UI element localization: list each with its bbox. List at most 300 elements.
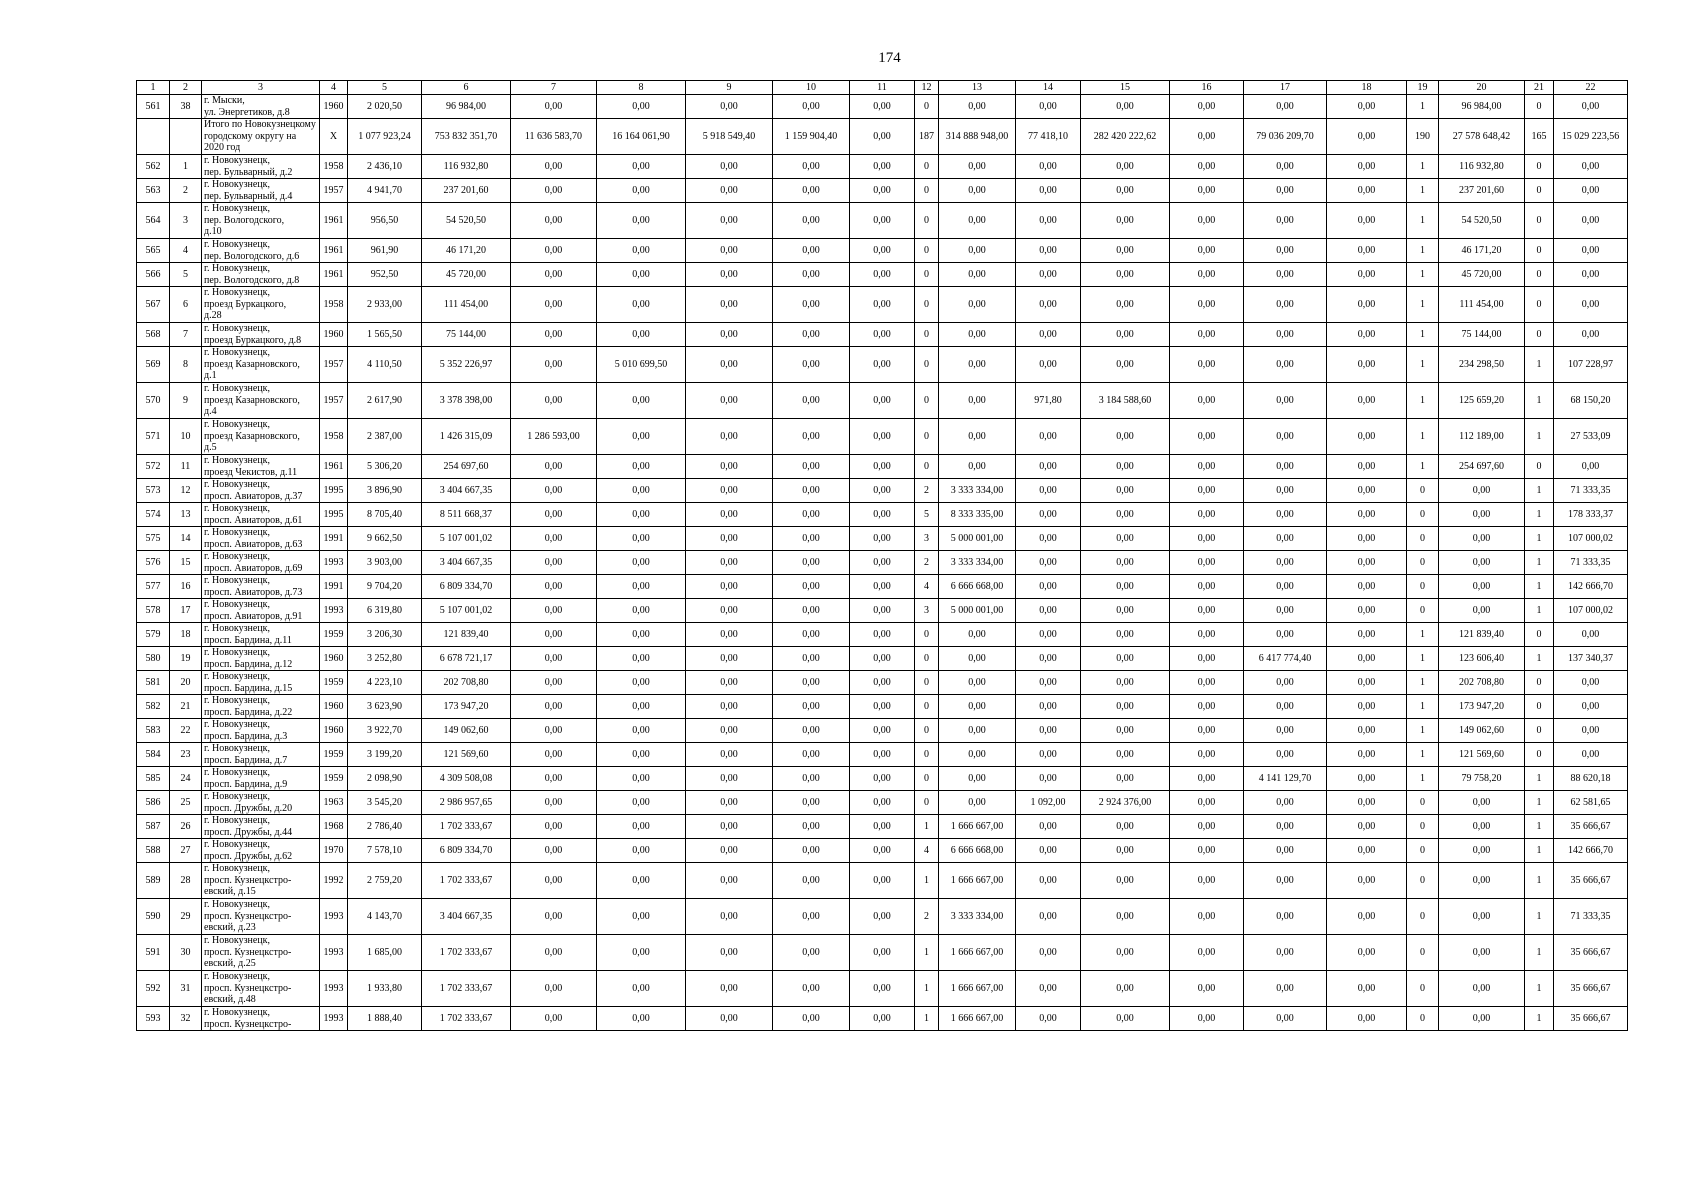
table-cell: 0,00 [1170,419,1244,455]
table-cell: 0,00 [597,155,686,179]
table-cell: 0,00 [1244,623,1327,647]
table-cell: 0,00 [939,419,1016,455]
table-cell: 0,00 [1244,155,1327,179]
table-cell: 0,00 [773,971,850,1007]
table-cell: 0,00 [939,287,1016,323]
table-row [137,623,1628,647]
table-cell: 0 [1407,503,1439,527]
table-cell: 1991 [320,527,348,551]
table-cell: 1958 [320,419,348,455]
table-cell: 0,00 [1554,287,1628,323]
table-row [137,347,1628,383]
table-cell: 1961 [320,455,348,479]
table-cell: 142 666,70 [1554,575,1628,599]
table-cell: 0 [915,719,939,743]
table-cell: 234 298,50 [1439,347,1525,383]
table-cell: 1 [1407,647,1439,671]
table-cell: 566 [137,263,170,287]
table-cell: 0,00 [850,203,915,239]
table-cell: 190 [1407,119,1439,155]
table-cell: 0,00 [1327,791,1407,815]
table-cell: 0,00 [939,719,1016,743]
table-cell: 961,90 [348,239,422,263]
table-cell: 0,00 [850,899,915,935]
table-cell: 1 702 333,67 [422,971,511,1007]
table-cell: 572 [137,455,170,479]
table-cell: 0 [915,419,939,455]
table-cell: 27 [170,839,202,863]
table-cell: 0,00 [511,503,597,527]
table-cell: 0,00 [511,179,597,203]
table-cell: 6 678 721,17 [422,647,511,671]
table-cell: 0,00 [1327,419,1407,455]
table-cell: 0,00 [597,551,686,575]
address-cell: г. Новокузнецк, просп. Авиаторов, д.73 [202,575,320,599]
table-cell: 0,00 [1244,503,1327,527]
table-cell: 0,00 [773,287,850,323]
table-cell: 0,00 [773,527,850,551]
table-cell: 592 [137,971,170,1007]
address-cell: г. Новокузнецк, проезд Буркацкого, д.28 [202,287,320,323]
address-cell: г. Новокузнецк, проезд Казарновского, д.1 [202,347,320,383]
column-header: 22 [1554,81,1628,95]
table-cell: 3 903,00 [348,551,422,575]
table-cell: 107 000,02 [1554,527,1628,551]
table-header [137,81,1628,95]
table-cell: 1959 [320,743,348,767]
table-cell: 0,00 [773,599,850,623]
table-cell: 0,00 [1016,479,1081,503]
table-cell: 0,00 [597,791,686,815]
table-cell: 0,00 [1327,263,1407,287]
table-cell: 0,00 [1016,599,1081,623]
table-cell: 0,00 [1016,287,1081,323]
table-cell: 0,00 [1081,287,1170,323]
address-cell: г. Новокузнецк, просп. Бардина, д.22 [202,695,320,719]
table-cell: 79 758,20 [1439,767,1525,791]
address-cell: г. Новокузнецк, просп. Бардина, д.12 [202,647,320,671]
table-cell: 0,00 [1081,527,1170,551]
table-cell: 0,00 [686,791,773,815]
table-cell: 1 426 315,09 [422,419,511,455]
table-cell: 0,00 [1439,839,1525,863]
table-cell: 0,00 [1081,599,1170,623]
table-cell: 1 [1407,287,1439,323]
table-cell: 580 [137,647,170,671]
table-cell: 0,00 [1244,263,1327,287]
table-cell: 567 [137,287,170,323]
table-cell: 0,00 [686,203,773,239]
table-cell: 1957 [320,383,348,419]
table-cell: 0,00 [773,203,850,239]
table-cell: 24 [170,767,202,791]
table-cell: 71 333,35 [1554,899,1628,935]
column-header: 6 [422,81,511,95]
table-cell: 0,00 [850,323,915,347]
table-cell: 6 809 334,70 [422,575,511,599]
table-cell: 29 [170,899,202,935]
table-cell: 0,00 [597,623,686,647]
table-cell: 77 418,10 [1016,119,1081,155]
table-cell: 561 [137,95,170,119]
table-cell: 45 720,00 [422,263,511,287]
table-cell: 0,00 [1170,599,1244,623]
table-cell: 5 352 226,97 [422,347,511,383]
table-cell: 0,00 [1170,179,1244,203]
table-cell: 0,00 [850,239,915,263]
table-cell: 0,00 [939,323,1016,347]
address-cell: г. Новокузнецк, пер. Бульварный, д.2 [202,155,320,179]
table-cell: 8 [170,347,202,383]
address-cell: г. Новокузнецк, просп. Авиаторов, д.37 [202,479,320,503]
table-cell: 0 [915,203,939,239]
table-cell: 0,00 [1081,767,1170,791]
table-cell: 0 [1525,623,1554,647]
table-cell: 0,00 [686,971,773,1007]
table-cell: 0,00 [686,647,773,671]
table-cell: 0,00 [597,767,686,791]
table-cell: 0,00 [1439,527,1525,551]
table-cell: 4 223,10 [348,671,422,695]
column-header: 3 [202,81,320,95]
table-cell: 6 417 774,40 [1244,647,1327,671]
table-cell: 568 [137,323,170,347]
table-cell: 0,00 [939,263,1016,287]
table-cell: 0 [915,287,939,323]
table-cell: 1993 [320,899,348,935]
table-cell: 3 922,70 [348,719,422,743]
table-cell: 0,00 [1016,503,1081,527]
table-cell: 3 199,20 [348,743,422,767]
table-cell: 0,00 [850,971,915,1007]
table-cell: 1 286 593,00 [511,419,597,455]
table-cell: 588 [137,839,170,863]
table-cell: 0,00 [1244,1007,1327,1031]
table-cell: 0,00 [850,575,915,599]
address-cell: г. Новокузнецк, просп. Авиаторов, д.91 [202,599,320,623]
table-cell: 16 164 061,90 [597,119,686,155]
address-cell: г. Новокузнецк, пер. Бульварный, д.4 [202,179,320,203]
table-cell: 0,00 [1327,767,1407,791]
column-header: 14 [1016,81,1081,95]
table-cell: 0,00 [511,575,597,599]
table-cell: 16 [170,575,202,599]
table-cell: 0 [1525,719,1554,743]
table-row [137,263,1628,287]
table-cell: 1 [1407,323,1439,347]
table-cell: 2 786,40 [348,815,422,839]
table-cell: 3 896,90 [348,479,422,503]
table-cell: 0,00 [1170,791,1244,815]
table-cell: 3 333 334,00 [939,899,1016,935]
table-cell: 1 [915,1007,939,1031]
table-cell: 0,00 [1554,263,1628,287]
table-cell: 0,00 [850,347,915,383]
table-cell: 0,00 [686,575,773,599]
table-cell: 5 [915,503,939,527]
table-cell: 1 702 333,67 [422,815,511,839]
table-row [137,791,1628,815]
table-cell: 1 [1407,623,1439,647]
table-cell: 0,00 [1016,719,1081,743]
table-cell: 237 201,60 [1439,179,1525,203]
table-cell: 1 888,40 [348,1007,422,1031]
table-cell: 38 [170,95,202,119]
table-cell: 0,00 [1170,719,1244,743]
column-header: 19 [1407,81,1439,95]
table-cell: 0,00 [1327,743,1407,767]
table-cell: 1 [1407,263,1439,287]
table-cell: 3 404 667,35 [422,551,511,575]
table-cell: 0,00 [1170,383,1244,419]
table-row [137,479,1628,503]
table-cell: 1993 [320,971,348,1007]
table-cell: 0,00 [686,743,773,767]
table-cell: 1960 [320,695,348,719]
table-cell: 4 [170,239,202,263]
table-cell: 1 666 667,00 [939,863,1016,899]
table-cell: 0,00 [939,155,1016,179]
table-cell: 0,00 [1244,95,1327,119]
table-cell: 0,00 [773,767,850,791]
table-cell: 0,00 [686,455,773,479]
table-cell: 0,00 [1244,479,1327,503]
table-cell: 8 333 335,00 [939,503,1016,527]
column-header: 7 [511,81,597,95]
table-cell: 0,00 [597,179,686,203]
table-cell: 2 387,00 [348,419,422,455]
table-cell: 1960 [320,647,348,671]
table-cell: 0,00 [939,671,1016,695]
column-header: 21 [1525,81,1554,95]
table-cell: 13 [170,503,202,527]
table-cell: 0,00 [1327,599,1407,623]
address-cell: г. Новокузнецк, пер. Вологодского, д.6 [202,239,320,263]
table-cell: 15 029 223,56 [1554,119,1628,155]
table-cell: 26 [170,815,202,839]
table-cell: 1993 [320,551,348,575]
table-cell: 68 150,20 [1554,383,1628,419]
table-cell: 0,00 [1439,815,1525,839]
table-cell: 0,00 [511,815,597,839]
table-cell: 0,00 [1170,971,1244,1007]
table-cell: 0,00 [850,155,915,179]
table-cell: 1993 [320,599,348,623]
table-cell: 565 [137,239,170,263]
table-cell: 0,00 [1439,971,1525,1007]
table-cell: 18 [170,623,202,647]
table-cell: 28 [170,863,202,899]
table-cell: 0,00 [597,263,686,287]
table-cell: 107 228,97 [1554,347,1628,383]
table-cell: 0 [915,179,939,203]
table-cell: 0,00 [773,623,850,647]
table-cell: 0,00 [511,287,597,323]
table-cell: 0,00 [1170,863,1244,899]
table-cell: 71 333,35 [1554,479,1628,503]
table-cell: 1 666 667,00 [939,935,1016,971]
table-cell: 1 [1525,347,1554,383]
table-cell: 0,00 [1244,743,1327,767]
table-cell: 0,00 [773,347,850,383]
table-cell: 0,00 [1081,719,1170,743]
table-cell: 0,00 [1244,239,1327,263]
table-cell: 0,00 [1081,263,1170,287]
table-cell: 0,00 [1016,863,1081,899]
table-cell: 54 520,50 [1439,203,1525,239]
table-cell: 5 107 001,02 [422,527,511,551]
address-cell: г. Новокузнецк, пер. Вологодского, д.8 [202,263,320,287]
table-cell: 62 581,65 [1554,791,1628,815]
table-cell: 0,00 [939,347,1016,383]
table-cell: 0,00 [1244,791,1327,815]
table-cell: 0,00 [597,863,686,899]
table-cell: 173 947,20 [422,695,511,719]
table-cell: 0,00 [511,971,597,1007]
table-cell: 0,00 [597,479,686,503]
table-cell: 0,00 [1170,767,1244,791]
table-cell: 0 [1525,671,1554,695]
table-row [137,695,1628,719]
table-cell: 0,00 [1081,743,1170,767]
table-cell: 0,00 [1081,647,1170,671]
table-cell: 0,00 [1327,323,1407,347]
table-cell: 1 [915,815,939,839]
table-cell: 165 [1525,119,1554,155]
table-cell: 0,00 [597,239,686,263]
address-cell: г. Новокузнецк, просп. Дружбы, д.20 [202,791,320,815]
table-cell: 0,00 [1081,203,1170,239]
table-cell: 0 [1407,479,1439,503]
table-cell: 0,00 [939,743,1016,767]
table-cell: 0,00 [686,527,773,551]
table-cell: 0,00 [511,347,597,383]
page-number: 174 [878,50,901,66]
table-cell: 0,00 [686,863,773,899]
table-cell: 0,00 [773,647,850,671]
table-cell: 0,00 [597,1007,686,1031]
table-cell: 4 141 129,70 [1244,767,1327,791]
table-cell: 0,00 [939,383,1016,419]
table-cell: 23 [170,743,202,767]
table-cell: 0,00 [1016,179,1081,203]
table-cell: 1 [1525,815,1554,839]
table-cell: 35 666,67 [1554,1007,1628,1031]
table-row [137,179,1628,203]
table-cell: 5 [170,263,202,287]
table-cell: 0,00 [1439,479,1525,503]
table-cell: 0,00 [850,815,915,839]
table-cell: 2 617,90 [348,383,422,419]
table-cell: 8 511 668,37 [422,503,511,527]
table-cell: 0 [1525,203,1554,239]
table-cell: 0,00 [1081,863,1170,899]
table-cell: 0,00 [773,791,850,815]
table-row [137,155,1628,179]
table-cell: 0,00 [1327,239,1407,263]
table-cell: 0,00 [1439,503,1525,527]
table-cell: 15 [170,551,202,575]
table-cell: 0,00 [1081,935,1170,971]
table-cell: 1 [1407,767,1439,791]
table-cell: 0,00 [850,551,915,575]
table-cell: 0,00 [1170,551,1244,575]
table-cell: 0,00 [1170,899,1244,935]
table-cell: 0,00 [1016,647,1081,671]
table-cell: 0,00 [511,239,597,263]
table-cell: 2 924 376,00 [1081,791,1170,815]
table-cell: 1 [1407,419,1439,455]
table-cell: 0,00 [597,95,686,119]
table-cell: 0,00 [1244,899,1327,935]
table-cell: 1 [1525,899,1554,935]
table-cell: 0,00 [1327,287,1407,323]
table-cell: 0,00 [1016,575,1081,599]
table-cell: 582 [137,695,170,719]
table-cell: 583 [137,719,170,743]
table-cell: 0,00 [1439,599,1525,623]
table-cell: 1 565,50 [348,323,422,347]
table-cell: 3 623,90 [348,695,422,719]
address-cell: г. Новокузнецк, проезд Чекистов, д.11 [202,455,320,479]
table-cell: 1 685,00 [348,935,422,971]
table-cell: 30 [170,935,202,971]
table-cell: 0 [915,347,939,383]
table-cell: 75 144,00 [422,323,511,347]
address-cell: г. Новокузнецк, просп. Кузнецкстро- евский, д.25 [202,935,320,971]
table-cell: 0,00 [1081,815,1170,839]
table-cell: 1 [1525,575,1554,599]
table-cell: 314 888 948,00 [939,119,1016,155]
table-cell: 0,00 [1244,419,1327,455]
address-cell: г. Новокузнецк, просп. Кузнецкстро- евский, д.23 [202,899,320,935]
table-cell: 0,00 [1244,551,1327,575]
table-row [137,767,1628,791]
table-cell: 0,00 [773,671,850,695]
table-cell: 0,00 [1170,935,1244,971]
table-cell: 0,00 [1016,323,1081,347]
table-cell: 6 809 334,70 [422,839,511,863]
table-cell: 0,00 [511,455,597,479]
table-cell: 254 697,60 [1439,455,1525,479]
address-cell: г. Новокузнецк, просп. Кузнецкстро- евский, д.48 [202,971,320,1007]
table-cell: 0,00 [1170,347,1244,383]
table-cell: 0,00 [1081,155,1170,179]
table-cell: 0,00 [850,479,915,503]
table-cell: 0,00 [1081,899,1170,935]
table-cell: 21 [170,695,202,719]
table-cell: 0,00 [686,599,773,623]
table-cell: 576 [137,551,170,575]
table-cell: 0,00 [686,347,773,383]
table-cell: 1 702 333,67 [422,935,511,971]
table-cell: 6 [170,287,202,323]
address-cell: г. Новокузнецк, просп. Авиаторов, д.61 [202,503,320,527]
table-cell: 578 [137,599,170,623]
table-cell: 2 933,00 [348,287,422,323]
table-cell: 0,00 [1244,815,1327,839]
table-cell: 0,00 [511,323,597,347]
table-cell: 1 [1407,95,1439,119]
table-row [137,527,1628,551]
table-cell: 0,00 [850,419,915,455]
table-cell: 111 454,00 [1439,287,1525,323]
table-cell: 0,00 [597,527,686,551]
table-cell: 0,00 [597,419,686,455]
table-cell: 1961 [320,203,348,239]
table-cell: 0,00 [686,95,773,119]
table-cell: 5 000 001,00 [939,527,1016,551]
